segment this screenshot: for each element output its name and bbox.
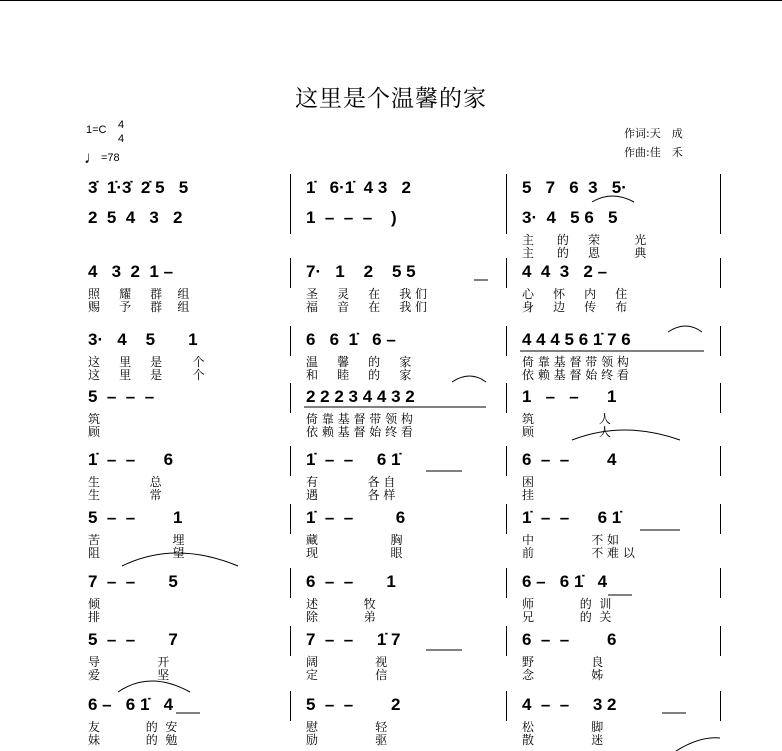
lyric-line: 野 良 [522, 655, 604, 669]
measure-notes: 7· 1 2 5 5 [306, 262, 416, 281]
lyric-line: 藏 胸 [306, 533, 403, 547]
slur-mark [118, 681, 190, 692]
lyric-line: 依 赖 基 督 始 终 看 [522, 368, 629, 382]
lyric-line: 倚 靠 基 督 带 领 构 [306, 412, 413, 426]
measure-notes: 7 – – 5 [88, 572, 178, 591]
measure-notes: 6 6 1̇ 6 – [306, 330, 396, 349]
measure-notes: 1 – – 1 [522, 387, 617, 406]
lyric-line: 这 里 是 个 [88, 368, 205, 382]
slur-mark [592, 196, 634, 202]
measure-notes: 1̇ 6·1̇ 4 3 2 [306, 178, 411, 197]
lyric-line: 身 边 传 布 [522, 300, 628, 314]
measure-notes: 1̇ – – 6 [88, 450, 174, 469]
lyric-line: 散 迷 [522, 733, 604, 747]
measure-notes: 2 5 4 3 2 [88, 208, 183, 227]
lyric-line: 现 眼 [306, 546, 403, 560]
measure-notes: 4 4 3 2 – [522, 262, 608, 281]
lyric-line: 述 牧 [306, 597, 376, 611]
lyric-line: 生 常 [88, 488, 162, 502]
measure-notes: 6 – 6 1̇ 4 [88, 695, 174, 714]
measure-notes: 1 – – – ) [306, 208, 397, 227]
slur-mark [676, 738, 720, 751]
composer: 作曲:佳 禾 [624, 146, 683, 159]
lyric-line: 依 赖 基 督 始 终 看 [306, 425, 413, 439]
lyric-line: 顾 [88, 425, 101, 439]
lyric-line: 挂 [522, 488, 535, 502]
lyric-line: 赐 予 群 组 [88, 300, 190, 314]
lyric-line: 主 的 恩 典 [522, 246, 647, 260]
lyric-line: 倾 [88, 597, 101, 611]
measure-notes: 4 3 2 1 – [88, 262, 174, 281]
lyric-line: 心 怀 内 住 [522, 287, 628, 301]
lyric-line: 慰 轻 [306, 720, 388, 734]
lyric-line: 照 耀 群 组 [88, 287, 190, 301]
lyric-line: 导 开 [88, 655, 170, 669]
lyric-line: 阔 视 [306, 655, 388, 669]
lyric-line: 排 [88, 610, 101, 624]
score-title: 这里是个温馨的家 [295, 86, 487, 112]
measure-notes: 5 – – 7 [88, 630, 178, 649]
lyric-line: 这 里 是 个 [88, 355, 205, 369]
quarter-note-icon: ♩ [84, 148, 101, 167]
measure-notes: 5 – – 2 [306, 695, 401, 714]
measure-notes: 6 – – 1 [306, 572, 396, 591]
lyric-line: 妹 的 勉 [88, 733, 178, 747]
tempo-value: =78 [101, 152, 120, 164]
measure-notes: 7 – – 1̇ 7 [306, 630, 401, 649]
time-numerator: 4 [118, 119, 125, 131]
lyric-line: 爱 坚 [88, 668, 170, 682]
lyric-line: 圣 灵 在 我 们 [306, 287, 428, 301]
lyric-line: 温 馨 的 家 [306, 355, 412, 369]
lyric-line: 筑 [88, 412, 101, 426]
measure-notes: 3̇ 1̇·3̇ 2̇ 5 5 [88, 178, 189, 197]
measure-notes: 1̇ – – 6 1̇ [522, 508, 622, 527]
measure-notes: 6 – – 4 [522, 450, 617, 469]
measure-notes: 3· 4 5 1 [88, 330, 198, 349]
lyric-line: 阻 望 [88, 546, 185, 560]
measure-notes: 4 4 4 5 6 1̇ 7 6 [522, 330, 631, 349]
measure-notes: 5 7 6 3 5· [522, 178, 627, 197]
time-denominator: 4 [118, 133, 125, 145]
lyric-line: 有 各 自 [306, 475, 396, 489]
lyric-line: 友 的 安 [88, 720, 178, 734]
slur-mark [668, 326, 702, 332]
lyric-line: 福 音 在 我 们 [306, 300, 428, 314]
lyric-line: 筑 人 [522, 412, 611, 426]
lyric-line: 生 总 [88, 475, 162, 489]
lyric-line: 师 的 训 [522, 597, 612, 611]
measure-notes: 5 – – – [88, 387, 155, 406]
lyric-line: 定 信 [306, 668, 388, 682]
lyric-line: 顾 人 [522, 425, 611, 439]
lyric-line: 除 弟 [306, 610, 376, 624]
measure-notes: 6 – 6 1̇ 4 [522, 572, 608, 591]
lyric-line: 苦 埋 [88, 533, 185, 547]
measure-notes: 6 – – 6 [522, 630, 617, 649]
lyric-line: 松 脚 [522, 720, 604, 734]
measure-notes: 3· 4 5 6 5 [522, 208, 618, 227]
lyric-line: 前 不 难 以 [522, 546, 635, 560]
lyricist: 作词:天 成 [624, 127, 683, 140]
lyric-line: 倚 靠 基 督 带 领 构 [522, 355, 629, 369]
measure-notes: 4 – – 3 2 [522, 695, 617, 714]
measure-notes: 5 – – 1 [88, 508, 183, 527]
lyric-line: 中 不 如 [522, 533, 620, 547]
measure-notes: 1̇ – – 6 [306, 508, 406, 527]
slur-mark [452, 376, 486, 382]
lyric-line: 和 睦 的 家 [306, 368, 412, 382]
slur-mark [122, 553, 238, 566]
lyric-line: 主 的 荣 光 [522, 233, 647, 247]
lyric-line: 兄 的 关 [522, 610, 612, 624]
measure-notes: 1̇ – – 6 1̇ [306, 450, 401, 469]
lyric-line: 困 [522, 475, 535, 489]
lyric-line: 念 姊 [522, 668, 604, 682]
lyric-line: 遇 各 样 [306, 488, 396, 502]
lyric-line: 励 驱 [306, 733, 388, 747]
measure-notes: 2 2 2 3 4 4 3 2 [306, 387, 415, 406]
key-signature: 1=C [86, 124, 107, 136]
slur-mark [572, 430, 680, 440]
